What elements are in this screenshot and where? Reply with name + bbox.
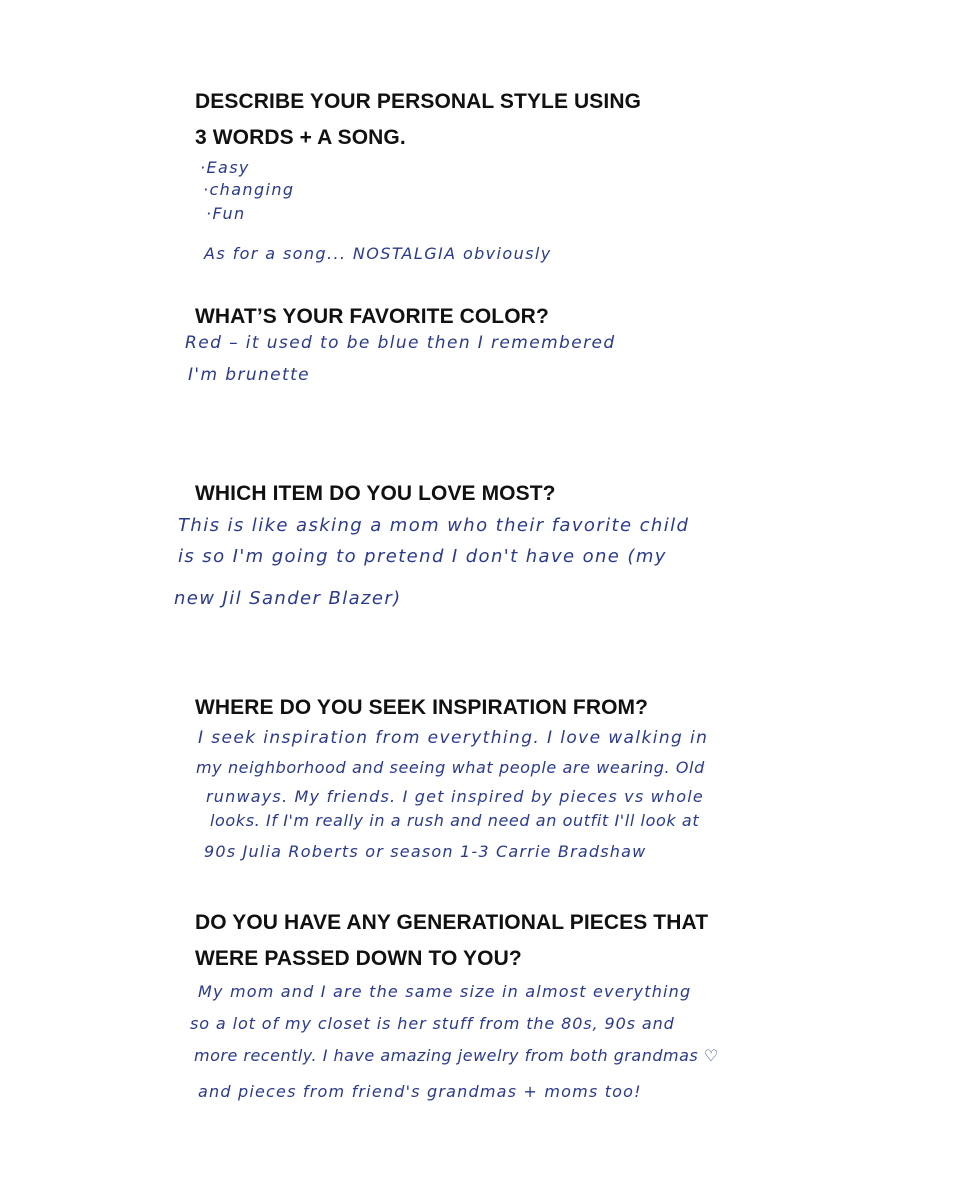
answer-line: runways. My friends. I get inspired by pieces vs whole: [206, 787, 704, 806]
answer-line: new Jil Sander Blazer): [174, 588, 402, 609]
answer-line: This is like asking a mom who their favorite child: [178, 515, 690, 536]
question-item-love-most: [195, 476, 556, 512]
answer-line: ·Fun: [206, 204, 246, 223]
question-generational-pieces: [195, 905, 708, 977]
question-line: 3 WORDS + A SONG.: [195, 126, 406, 149]
question-personal-style: [195, 84, 641, 156]
answer-line: Red – it used to be blue then I remembered: [185, 333, 616, 353]
question-inspiration: [195, 690, 648, 726]
answer-line: looks. If I'm really in a rush and need an outfit I'll look at: [210, 811, 700, 830]
answer-line: and pieces from friend's grandmas + moms too!: [198, 1082, 642, 1101]
answer-line: As for a song... NOSTALGIA obviously: [204, 244, 552, 263]
answer-line: ·changing: [203, 180, 295, 199]
question-line: DO YOU HAVE ANY GENERATIONAL PIECES THAT: [195, 911, 709, 934]
question-favorite-color: [195, 299, 549, 335]
answer-line: my neighborhood and seeing what people are wearing. Old: [196, 758, 705, 777]
answer-line: I'm brunette: [188, 365, 311, 385]
question-line: DESCRIBE YOUR PERSONAL STYLE USING: [195, 90, 642, 113]
question-line: WHICH ITEM DO YOU LOVE MOST?: [195, 482, 556, 505]
question-line: WHERE DO YOU SEEK INSPIRATION FROM?: [195, 696, 649, 719]
answer-line: is so I'm going to pretend I don't have one (my: [178, 546, 667, 567]
answer-line: 90s Julia Roberts or season 1-3 Carrie Bradshaw: [204, 842, 647, 861]
answer-line: more recently. I have amazing jewelry from both grandmas ♡: [194, 1046, 719, 1065]
answer-line: so a lot of my closet is her stuff from the 80s, 90s and: [190, 1014, 675, 1033]
question-line: WHAT’S YOUR FAVORITE COLOR?: [195, 305, 549, 328]
answer-line: I seek inspiration from everything. I love walking in: [198, 728, 709, 748]
answer-line: ·Easy: [200, 158, 250, 177]
answer-line: My mom and I are the same size in almost everything: [198, 982, 692, 1001]
question-line: WERE PASSED DOWN TO YOU?: [195, 947, 522, 970]
